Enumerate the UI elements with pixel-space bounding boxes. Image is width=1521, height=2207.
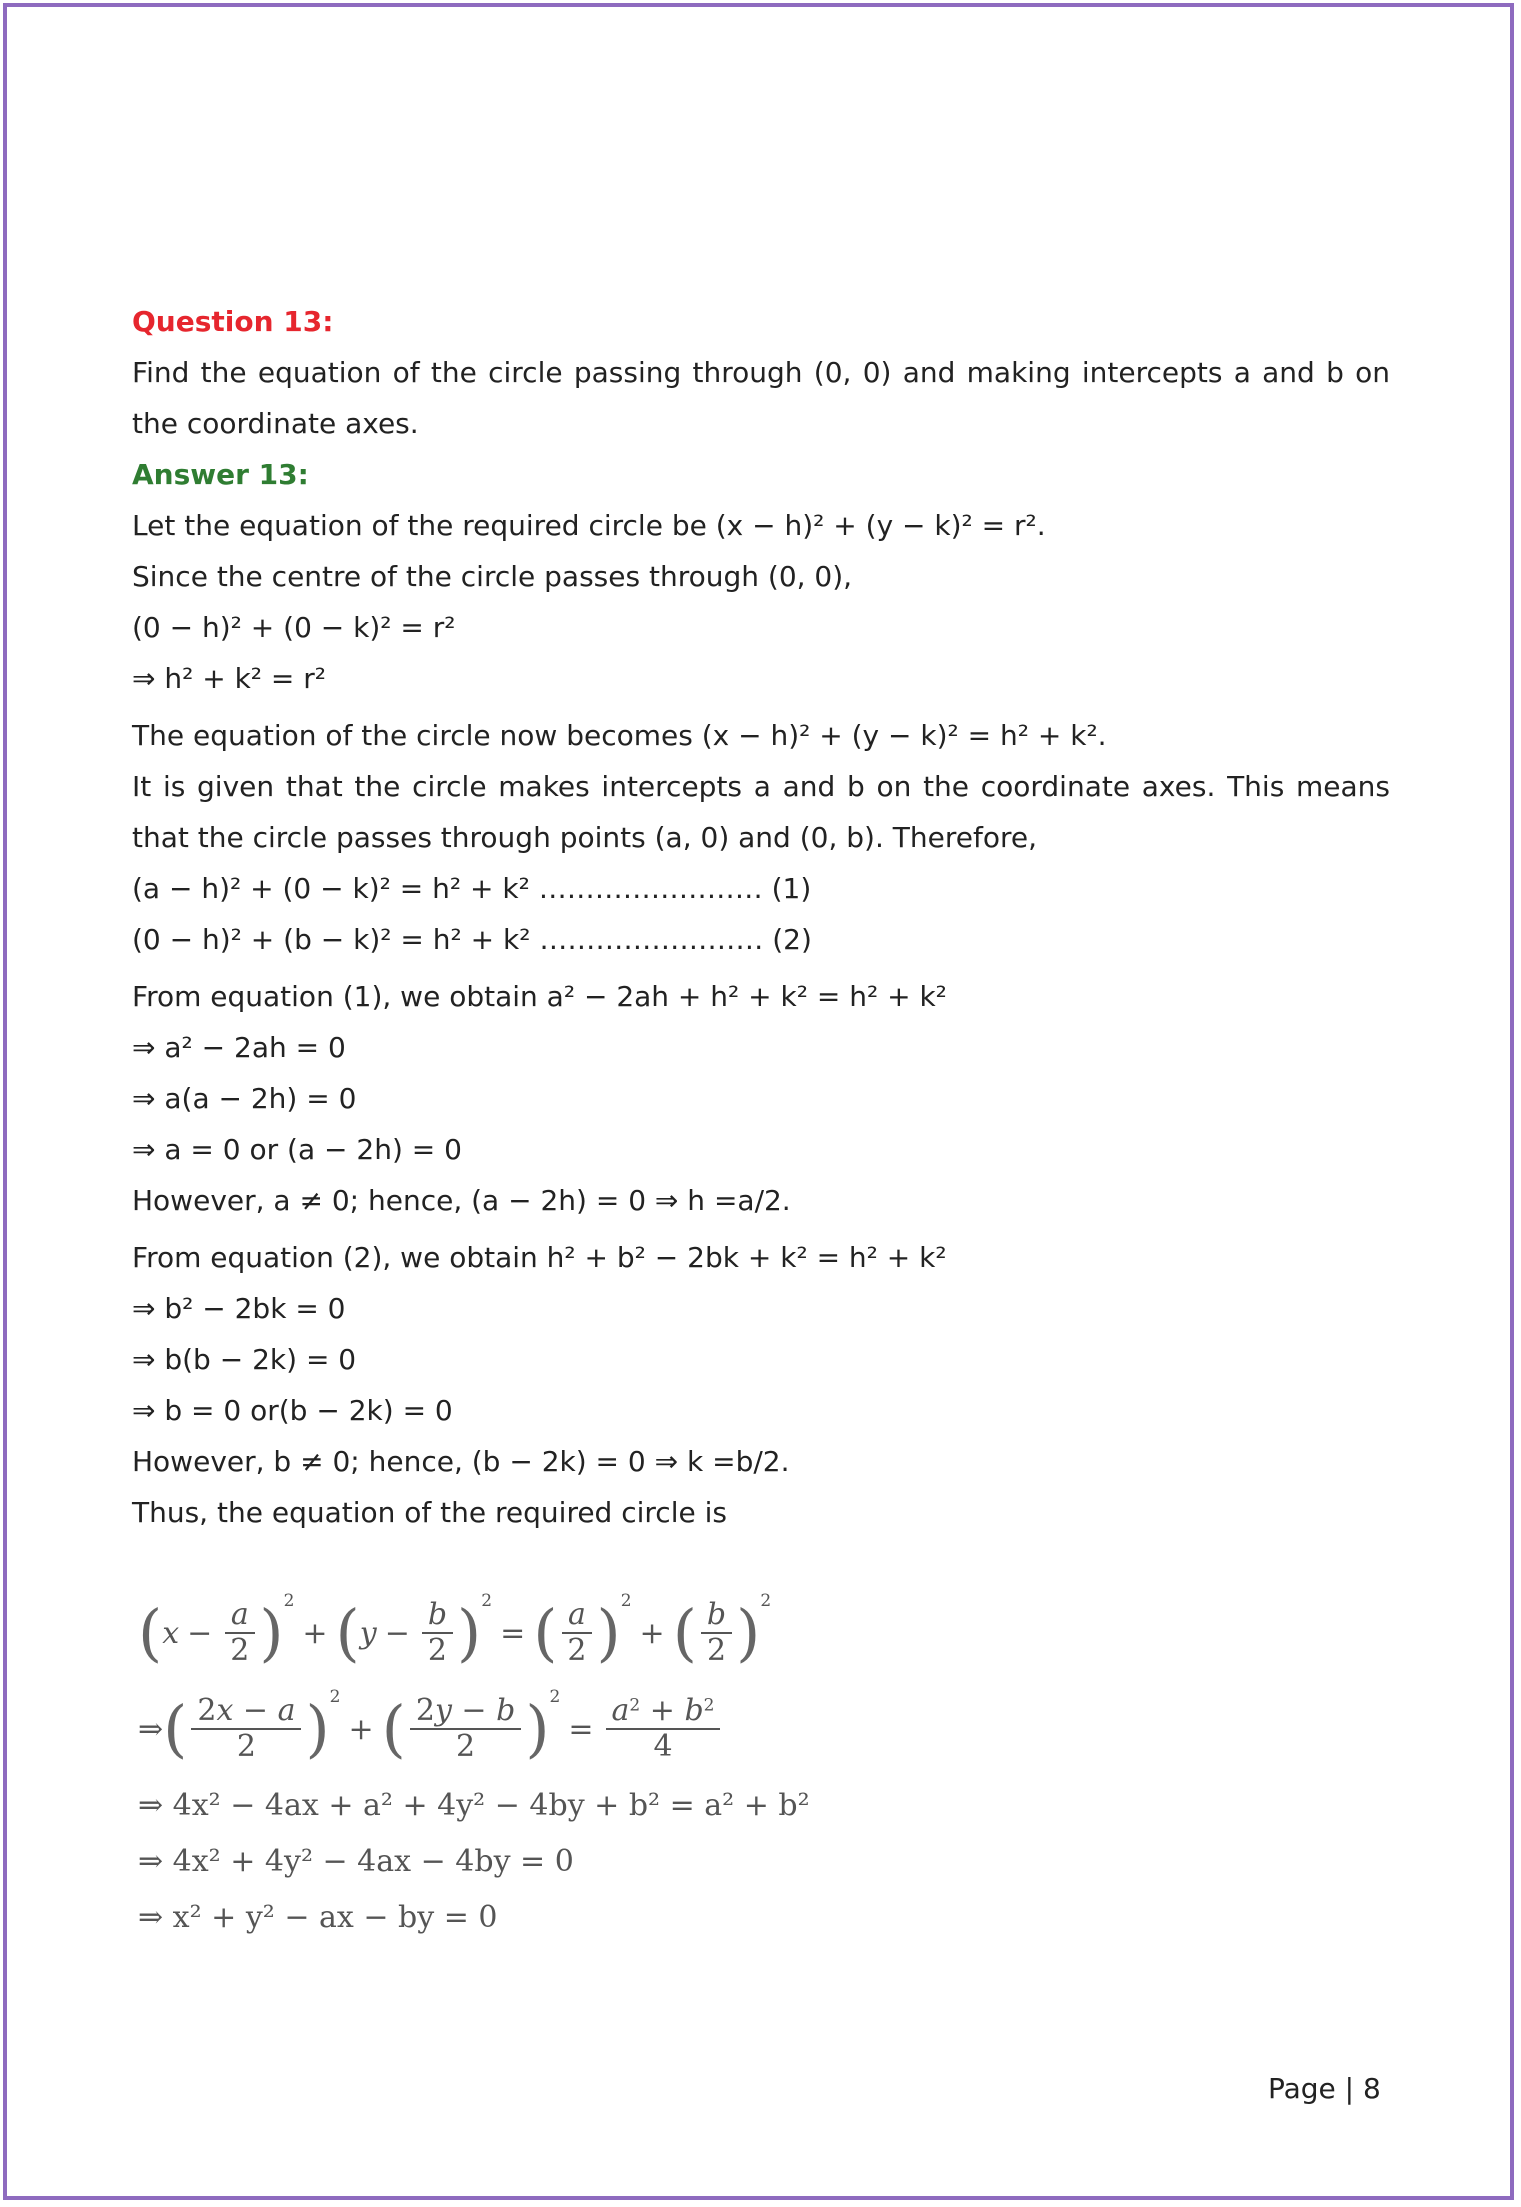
answer-line: It is given that the circle makes intercepts a and b on the coordinate axes. This means xyxy=(132,770,1390,803)
question-text-line-1: Find the equation of the circle passing through (0, 0) and making intercepts a and b on xyxy=(132,356,1390,389)
answer-line: ⇒ a = 0 or (a − 2h) = 0 xyxy=(132,1133,462,1166)
page-number: Page | 8 xyxy=(1268,2072,1381,2105)
answer-line: that the circle passes through points (a, 0) and (0, b). Therefore, xyxy=(132,821,1037,854)
answer-line: ⇒ b(b − 2k) = 0 xyxy=(132,1343,357,1376)
math-equation-2: ⇒ ( $\frac{2x - a}{2}$ ) 2 + ( $\frac{2y - b}{2}$ ) 2 = $\frac{a^2 + b^2}{4}$ xyxy=(138,1681,778,1777)
final-equation-block xyxy=(138,1585,810,1945)
answer-line: ⇒ b² − 2bk = 0 xyxy=(132,1292,346,1325)
math-equation-4: ⇒ 4x² + 4y² − 4ax − 4by = 0 xyxy=(138,1843,574,1879)
document-body xyxy=(132,296,1390,1538)
answer-line: However, a ≠ 0; hence, (a − 2h) = 0 ⇒ h =a/2. xyxy=(132,1184,791,1217)
math-equation-3: ⇒ 4x² − 4ax + a² + 4y² − 4by + b² = a² + b² xyxy=(138,1787,810,1823)
answer-line: Thus, the equation of the required circle is xyxy=(132,1496,727,1529)
answer-line: From equation (1), we obtain a² − 2ah + h² + k² = h² + k² xyxy=(132,980,947,1013)
answer-line: Since the centre of the circle passes through (0, 0), xyxy=(132,560,853,593)
answer-line: From equation (2), we obtain h² + b² − 2bk + k² = h² + k² xyxy=(132,1241,947,1274)
math-equation-1: ( x − $\frac{a}{2}$ ) 2 + ( y − $\frac{b}{2}$ ) 2 = ( $\frac{a}{2}$ ) 2 + ( $\frac{b}{2}$ ) 2 xyxy=(138,1591,772,1669)
answer-line: ⇒ a² − 2ah = 0 xyxy=(132,1031,346,1064)
equation-2: (0 − h)² + (b − k)² = h² + k² …………………… (2) xyxy=(132,923,812,956)
answer-heading: Answer 13: xyxy=(132,458,309,491)
question-text-line-2: the coordinate axes. xyxy=(132,407,419,440)
question-heading: Question 13: xyxy=(132,305,334,338)
answer-line: ⇒ h² + k² = r² xyxy=(132,662,327,695)
math-equation-5: ⇒ x² + y² − ax − by = 0 xyxy=(138,1899,498,1935)
answer-line: The equation of the circle now becomes (x − h)² + (y − k)² = h² + k². xyxy=(132,719,1107,752)
answer-line: ⇒ b = 0 or(b − 2k) = 0 xyxy=(132,1394,453,1427)
answer-line: (0 − h)² + (0 − k)² = r² xyxy=(132,611,456,644)
answer-line: Let the equation of the required circle be (x − h)² + (y − k)² = r². xyxy=(132,509,1046,542)
equation-1: (a − h)² + (0 − k)² = h² + k² …………………… (1) xyxy=(132,872,812,905)
answer-line: ⇒ a(a − 2h) = 0 xyxy=(132,1082,357,1115)
answer-line: However, b ≠ 0; hence, (b − 2k) = 0 ⇒ k =b/2. xyxy=(132,1445,790,1478)
